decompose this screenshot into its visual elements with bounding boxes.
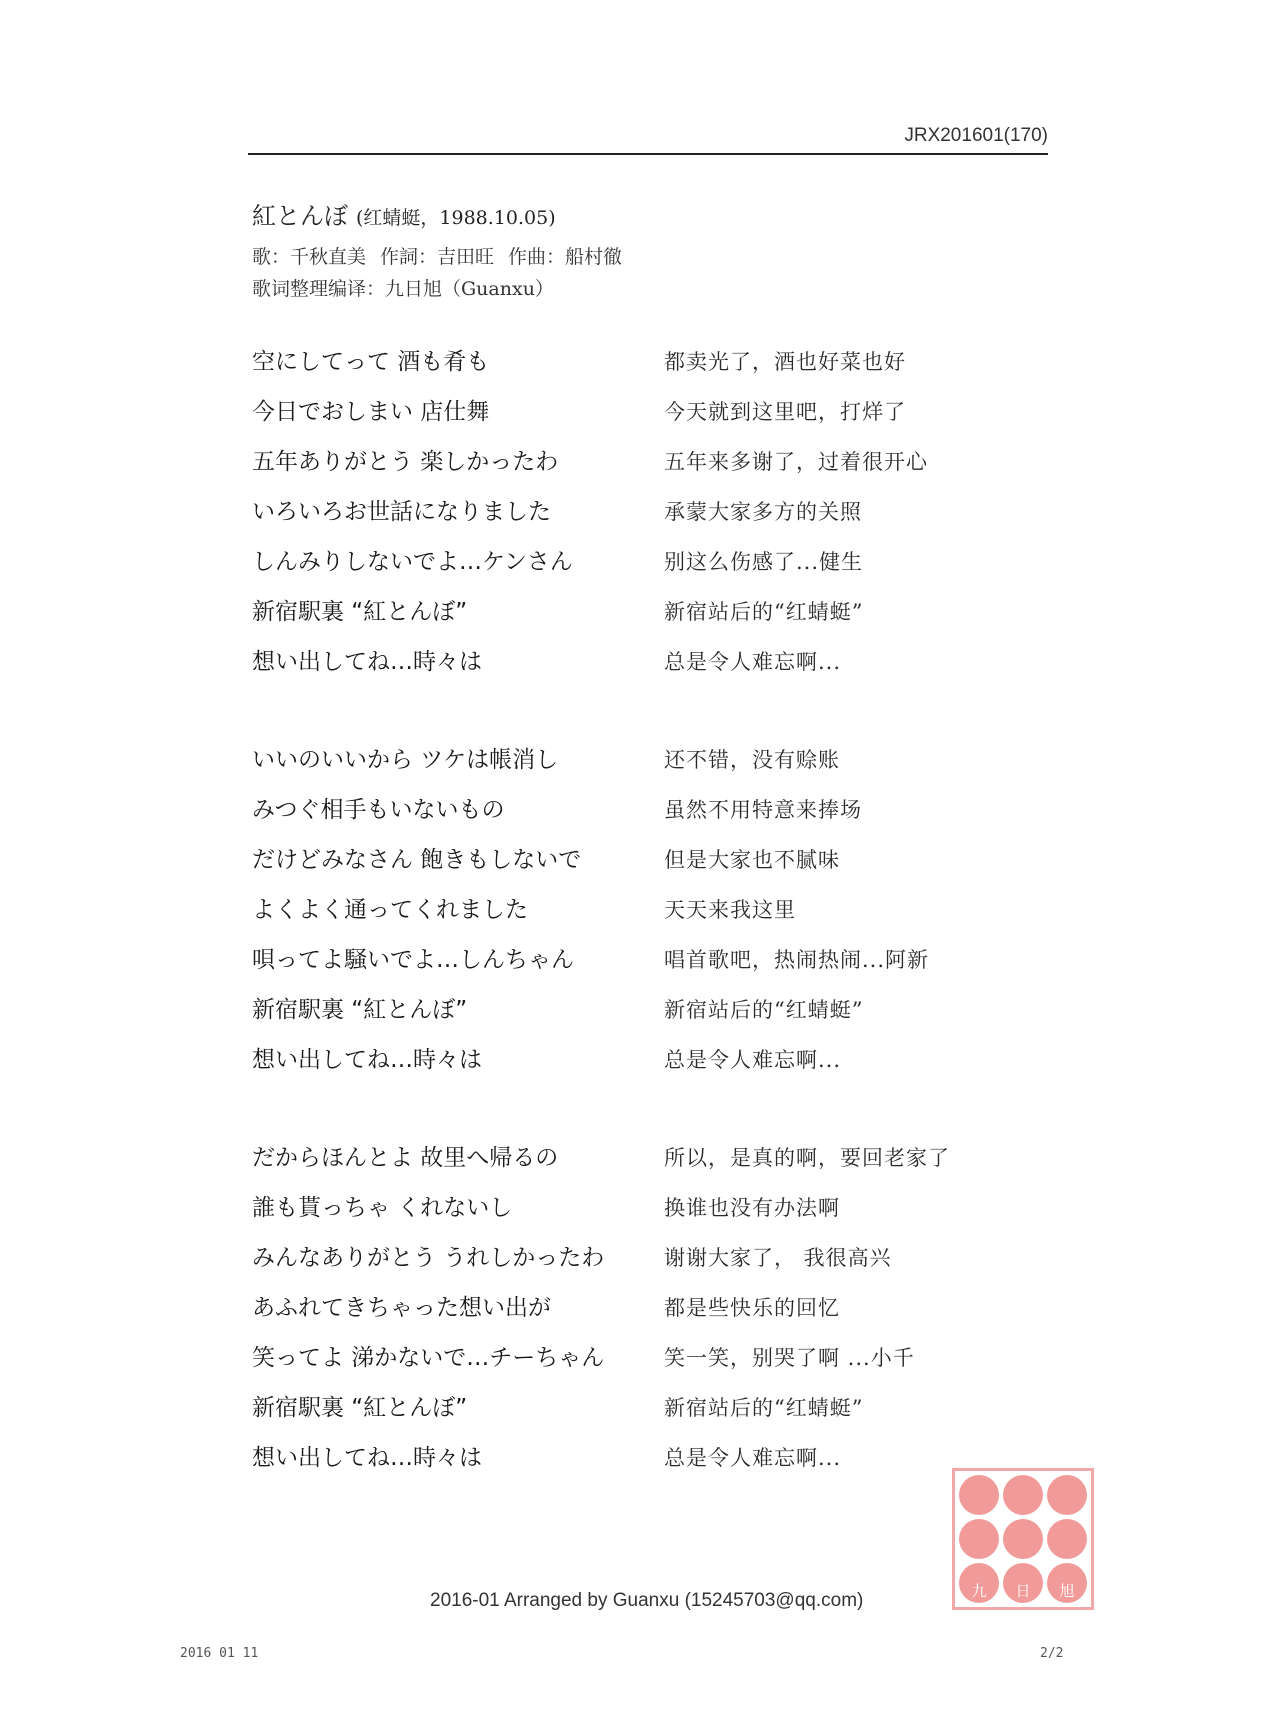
lyric-line	[252, 480, 1012, 530]
lyric-line	[252, 878, 1012, 928]
lyric-jp: 唄ってよ騒いでよ…しんちゃん	[252, 947, 574, 973]
lyric-line	[252, 1176, 1012, 1226]
lyric-jp: 新宿駅裏 “紅とんぼ”	[252, 1395, 468, 1421]
lyric-cn: 新宿站后的“红蜻蜓”	[664, 1396, 864, 1420]
lyric-cn: 唱首歌吧，热闹热闹...阿新	[664, 948, 930, 972]
lyric-line	[252, 1028, 1012, 1078]
song-title-sub: (红蜻蜓，1988.10.05)	[356, 207, 556, 229]
seal-dot	[1003, 1563, 1043, 1603]
lyric-cn: 但是大家也不腻味	[664, 848, 840, 872]
credits-line-2: 歌词整理编译：九日旭（Guanxu）	[252, 278, 554, 300]
lyric-jp: 新宿駅裏 “紅とんぼ”	[252, 997, 468, 1023]
lyric-cn: 新宿站后的“红蜻蜓”	[664, 998, 864, 1022]
lyric-cn: 换谁也没有办法啊	[664, 1196, 840, 1220]
lyric-jp: みんなありがとう うれしかったわ	[252, 1245, 605, 1271]
lyric-line	[252, 1426, 1012, 1476]
lyric-jp: よくよく通ってくれました	[252, 897, 528, 923]
lyric-jp: いいのいいから ツケは帳消し	[252, 747, 559, 773]
lyric-jp: いろいろお世話になりました	[252, 499, 551, 525]
lyric-jp: だけどみなさん 飽きもしないで	[252, 847, 582, 873]
lyric-line	[252, 778, 1012, 828]
song-title	[252, 196, 556, 231]
lyric-cn: 谢谢大家了， 我很高兴	[664, 1246, 892, 1270]
lyric-cn: 新宿站后的“红蜻蜓”	[664, 600, 864, 624]
lyric-jp: だからほんとよ 故里へ帰るの	[252, 1145, 559, 1171]
lyric-cn: 别这么伤感了...健生	[664, 550, 864, 574]
lyric-jp: 想い出してね…時々は	[252, 1445, 482, 1471]
lyric-jp: 誰も貰っちゃ くれないし	[252, 1195, 513, 1221]
stanza-3	[252, 1126, 1012, 1476]
lyric-line	[252, 630, 1012, 680]
lyric-jp: 想い出してね…時々は	[252, 649, 482, 675]
lyric-cn: 天天来我这里	[664, 898, 796, 922]
lyric-line	[252, 978, 1012, 1028]
lyric-cn: 总是令人难忘啊...	[664, 650, 842, 674]
seal-dot	[959, 1563, 999, 1603]
header-rule	[248, 153, 1048, 155]
lyric-cn: 虽然不用特意来捧场	[664, 798, 862, 822]
credit-singer: 歌：千秋直美	[252, 246, 367, 268]
seal-char: 九	[971, 1582, 987, 1600]
lyric-cn: 所以，是真的啊，要回老家了	[664, 1146, 950, 1170]
page-number: 2/2	[1040, 1646, 1064, 1661]
song-title-jp: 紅とんぼ	[252, 202, 348, 230]
lyric-line	[252, 1126, 1012, 1176]
lyric-cn: 还不错，没有赊账	[664, 748, 840, 772]
lyrics-body	[252, 330, 1012, 1524]
seal-char: 旭	[1059, 1582, 1075, 1600]
seal-dot	[1047, 1519, 1087, 1559]
lyric-jp: 新宿駅裏 “紅とんぼ”	[252, 599, 468, 625]
seal-dot	[1003, 1475, 1043, 1515]
lyric-line	[252, 1326, 1012, 1376]
lyric-line	[252, 580, 1012, 630]
lyric-cn: 总是令人难忘啊...	[664, 1048, 842, 1072]
lyric-cn: 承蒙大家多方的关照	[664, 500, 862, 524]
seal-dot	[959, 1475, 999, 1515]
document-id: JRX201601(170)	[904, 125, 1048, 146]
lyric-line	[252, 828, 1012, 878]
seal-dot	[959, 1519, 999, 1559]
credit-composer: 作曲：船村徹	[508, 246, 623, 268]
lyric-cn: 都是些快乐的回忆	[664, 1296, 840, 1320]
seal-dot	[1047, 1563, 1087, 1603]
lyric-line	[252, 330, 1012, 380]
seal-char: 日	[1015, 1582, 1031, 1600]
lyric-cn: 五年来多谢了，过着很开心	[664, 450, 928, 474]
lyric-cn: 今天就到这里吧，打烊了	[664, 400, 906, 424]
seal-dot	[1047, 1475, 1087, 1515]
lyric-cn: 笑一笑，别哭了啊 ...小千	[664, 1346, 915, 1370]
credits-line-1	[252, 242, 636, 269]
lyric-jp: あふれてきちゃった想い出が	[252, 1295, 551, 1321]
seal-dot	[1003, 1519, 1043, 1559]
lyric-jp: みつぐ相手もいないもの	[252, 797, 505, 823]
lyric-cn: 总是令人难忘啊...	[664, 1446, 842, 1470]
lyric-jp: しんみりしないでよ…ケンさん	[252, 549, 573, 575]
lyric-jp: 笑ってよ 涕かないで…チーちゃん	[252, 1345, 605, 1371]
stanza-1	[252, 330, 1012, 680]
lyric-line	[252, 1376, 1012, 1426]
lyric-jp: 空にしてって 酒も肴も	[252, 349, 490, 375]
lyric-jp: 五年ありがとう 楽しかったわ	[252, 449, 559, 475]
lyric-cn: 都卖光了，酒也好菜也好	[664, 350, 906, 374]
lyric-line	[252, 1226, 1012, 1276]
lyric-line	[252, 530, 1012, 580]
lyric-line	[252, 430, 1012, 480]
lyric-line	[252, 1276, 1012, 1326]
arranged-by-footer: 2016-01 Arranged by Guanxu (15245703@qq.com)	[430, 1590, 864, 1611]
lyric-line	[252, 380, 1012, 430]
seal-stamp	[952, 1468, 1094, 1610]
lyric-jp: 想い出してね…時々は	[252, 1047, 482, 1073]
lyric-line	[252, 728, 1012, 778]
stanza-2	[252, 728, 1012, 1078]
print-date: 2016 01 11	[180, 1646, 259, 1661]
credit-lyricist: 作詞：吉田旺	[380, 246, 495, 268]
lyric-jp: 今日でおしまい 店仕舞	[252, 399, 490, 425]
lyric-line	[252, 928, 1012, 978]
